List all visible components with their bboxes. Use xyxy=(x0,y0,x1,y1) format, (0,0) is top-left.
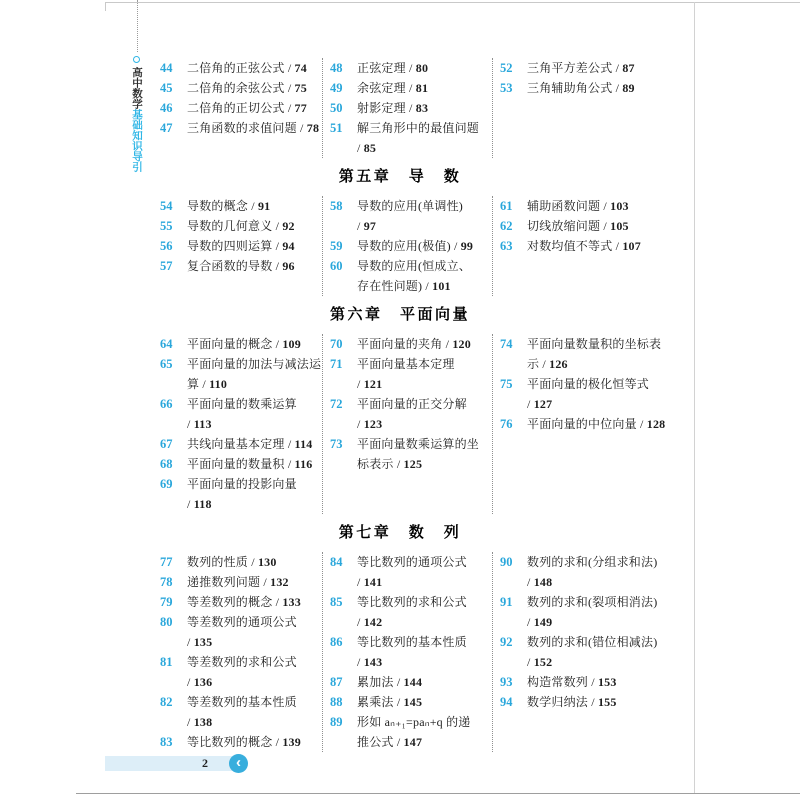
entry-number: 90 xyxy=(500,555,513,569)
entry-page-ref: / 109 xyxy=(275,337,301,351)
page-number: 2 xyxy=(202,756,208,770)
toc-content xyxy=(105,58,695,752)
entry-page-ref: / 120 xyxy=(445,337,471,351)
entry-page-number: 116 xyxy=(294,457,313,471)
entry-number: 73 xyxy=(330,437,343,451)
entry-page-number: 107 xyxy=(622,239,641,253)
top-rule-corner xyxy=(105,2,106,11)
toc-entry xyxy=(330,196,480,236)
toc-entry xyxy=(500,672,667,692)
toc-entry xyxy=(500,592,667,632)
entry-title: 数列的求和(分组求和法) / 148 xyxy=(527,555,658,589)
entry-title: 共线向量基本定理 / 114 xyxy=(187,437,313,451)
chapter-header: 第五章 导 数 xyxy=(338,168,462,185)
entry-number: 58 xyxy=(330,199,343,213)
entry-page-number: 75 xyxy=(294,81,307,95)
entry-title: 平面向量的极化恒等式 / 127 xyxy=(527,377,650,411)
entry-title: 递推数列问题 / 132 xyxy=(187,575,289,589)
entry-page-ref: / 113 xyxy=(187,417,212,431)
entry-page-ref: / 99 xyxy=(454,239,474,253)
toc-entry xyxy=(500,414,667,434)
entry-title: 平面向量的夹角 / 120 xyxy=(357,337,471,351)
back-chevron-button[interactable] xyxy=(229,754,248,773)
entry-page-number: 120 xyxy=(452,337,471,351)
toc-entry xyxy=(160,732,322,752)
toc-entry xyxy=(330,592,480,632)
entry-title: 解三角形中的最值问题 / 85 xyxy=(357,121,480,155)
entry-title: 导数的几何意义 / 92 xyxy=(187,219,295,233)
entry-title: 导数的四则运算 / 94 xyxy=(187,239,295,253)
entry-page-number: 135 xyxy=(193,635,213,649)
toc-entry xyxy=(500,58,667,78)
toc-entry xyxy=(500,196,667,216)
entry-page-number: 80 xyxy=(415,61,429,75)
entry-page-number: 143 xyxy=(363,655,383,669)
toc-column xyxy=(105,552,322,752)
toc-column xyxy=(322,334,492,514)
entry-number: 60 xyxy=(330,259,343,273)
entry-number: 72 xyxy=(330,397,343,411)
toc-entry xyxy=(160,474,322,514)
entry-number: 45 xyxy=(160,81,173,95)
entry-page-ref: / 85 xyxy=(357,141,377,155)
entry-number: 56 xyxy=(160,239,173,253)
toc-entry xyxy=(500,216,667,236)
entry-page-ref: / 75 xyxy=(287,81,307,95)
entry-page-ref: / 92 xyxy=(275,219,295,233)
entry-page-number: 114 xyxy=(294,437,313,451)
entry-number: 82 xyxy=(160,695,173,709)
entry-page-number: 133 xyxy=(282,595,301,609)
entry-title: 辅助函数问题 / 103 xyxy=(527,199,629,213)
entry-page-ref: / 116 xyxy=(287,457,313,471)
toc-entry xyxy=(160,354,322,394)
entry-number: 76 xyxy=(500,417,513,431)
toc-entry xyxy=(160,236,322,256)
entry-page-ref: / 141 xyxy=(357,575,383,589)
entry-page-ref: / 123 xyxy=(357,417,383,431)
toc-section xyxy=(105,58,695,158)
toc-entry xyxy=(330,354,480,394)
entry-page-number: 148 xyxy=(533,575,553,589)
toc-column xyxy=(322,552,492,752)
entry-number: 69 xyxy=(160,477,173,491)
entry-number: 61 xyxy=(500,199,513,213)
entry-title: 平面向量的概念 / 109 xyxy=(187,337,301,351)
entry-title: 平面向量的数乘运算 / 113 xyxy=(187,397,297,431)
entry-page-ref: / 83 xyxy=(409,101,429,115)
entry-page-number: 97 xyxy=(363,219,377,233)
toc-entry xyxy=(330,236,480,256)
entry-number: 68 xyxy=(160,457,173,471)
entry-page-ref: / 132 xyxy=(263,575,289,589)
entry-title: 二倍角的正切公式 / 77 xyxy=(187,101,307,115)
entry-title: 平面向量基本定理 / 121 xyxy=(357,357,455,391)
entry-page-number: 152 xyxy=(533,655,553,669)
entry-page-ref: / 118 xyxy=(187,497,212,511)
entry-page-ref: / 97 xyxy=(357,219,377,233)
toc-entry xyxy=(160,196,322,216)
entry-page-ref: / 74 xyxy=(287,61,307,75)
entry-title: 等差数列的求和公式 / 136 xyxy=(187,655,297,689)
entry-title: 等差数列的基本性质 / 138 xyxy=(187,695,297,729)
entry-number: 47 xyxy=(160,121,173,135)
entry-page-ref: / 136 xyxy=(187,675,213,689)
chapter-header: 第六章 平面向量 xyxy=(329,306,470,323)
entry-title: 导数的应用(极值) / 99 xyxy=(357,239,474,253)
toc-entry xyxy=(330,632,480,672)
entry-page-ref: / 107 xyxy=(615,239,641,253)
toc-entry xyxy=(330,672,480,692)
toc-entry xyxy=(500,334,667,374)
entry-page-number: 110 xyxy=(209,377,228,391)
sidebar-title-sub: 基础知识导引 xyxy=(131,109,142,172)
entry-page-ref: / 149 xyxy=(527,615,553,629)
entry-number: 44 xyxy=(160,61,173,75)
entry-title: 三角函数的求值问题 / 78 xyxy=(187,121,320,135)
toc-entry xyxy=(160,434,322,454)
toc-entry xyxy=(160,692,322,732)
entry-number: 78 xyxy=(160,575,173,589)
toc-entry xyxy=(500,78,667,98)
toc-entry xyxy=(160,454,322,474)
entry-page-ref: / 94 xyxy=(275,239,295,253)
toc-entry xyxy=(160,552,322,572)
entry-page-ref: / 147 xyxy=(396,735,423,749)
entry-page-number: 145 xyxy=(403,695,423,709)
toc-entry xyxy=(330,334,480,354)
toc-entry xyxy=(330,256,480,296)
entry-number: 49 xyxy=(330,81,343,95)
toc-entry xyxy=(330,394,480,434)
entry-page-number: 109 xyxy=(282,337,301,351)
entry-page-number: 149 xyxy=(533,615,553,629)
entry-number: 85 xyxy=(330,595,343,609)
entry-page-number: 77 xyxy=(294,101,307,115)
entry-number: 93 xyxy=(500,675,513,689)
entry-page-ref: / 143 xyxy=(357,655,383,669)
toc-entry xyxy=(330,712,480,752)
entry-page-ref: / 87 xyxy=(615,61,635,75)
entry-page-number: 132 xyxy=(270,575,289,589)
toc-entry xyxy=(160,256,322,276)
entry-title: 二倍角的余弦公式 / 75 xyxy=(187,81,307,95)
toc-entry xyxy=(160,98,322,118)
entry-page-number: 81 xyxy=(415,81,429,95)
entry-page-number: 103 xyxy=(610,199,629,213)
entry-page-ref: / 130 xyxy=(251,555,277,569)
entry-number: 66 xyxy=(160,397,173,411)
entry-title: 平面向量的加法与减法运算 / 110 xyxy=(187,357,322,391)
chevron-left-icon: ‹ xyxy=(236,754,241,771)
entry-title: 复合函数的导数 / 96 xyxy=(187,259,295,273)
entry-number: 81 xyxy=(160,655,173,669)
entry-number: 83 xyxy=(160,735,173,749)
toc-entry xyxy=(330,434,480,474)
entry-page-number: 118 xyxy=(193,497,212,511)
sidebar-title-main: 高中数学 xyxy=(131,67,142,109)
entry-title: 三角平方差公式 / 87 xyxy=(527,61,635,75)
entry-number: 46 xyxy=(160,101,173,115)
entry-page-number: 141 xyxy=(363,575,383,589)
entry-title: 形如 aₙ₊₁=paₙ+q 的递推公式 / 147 xyxy=(357,715,471,749)
toc-entry xyxy=(330,118,480,158)
entry-number: 94 xyxy=(500,695,513,709)
toc-entry xyxy=(160,592,322,612)
entry-page-number: 94 xyxy=(282,239,295,253)
entry-page-ref: / 126 xyxy=(542,357,568,371)
entry-page-ref: / 133 xyxy=(275,595,301,609)
chapter-header: 第七章 数 列 xyxy=(338,524,462,541)
toc-column xyxy=(322,58,492,158)
entry-page-number: 99 xyxy=(460,239,474,253)
toc-entry xyxy=(500,632,667,672)
entry-title: 等比数列的基本性质 / 143 xyxy=(357,635,467,669)
entry-title: 导数的应用(恒成立、存在性问题) / 101 xyxy=(357,259,471,293)
entry-page-number: 113 xyxy=(193,417,212,431)
entry-number: 86 xyxy=(330,635,343,649)
entry-page-number: 128 xyxy=(646,417,666,431)
entry-number: 89 xyxy=(330,715,343,729)
entry-title: 累乘法 / 145 xyxy=(357,695,423,709)
entry-page-number: 92 xyxy=(282,219,295,233)
toc-column xyxy=(492,58,695,158)
toc-entry xyxy=(330,58,480,78)
entry-page-ref: / 139 xyxy=(275,735,301,749)
entry-number: 54 xyxy=(160,199,173,213)
toc-entry xyxy=(160,78,322,98)
entry-title: 平面向量数量积的坐标表示 / 126 xyxy=(527,337,662,371)
entry-title: 平面向量的中位向量 / 128 xyxy=(527,417,666,431)
entry-title: 数列的性质 / 130 xyxy=(187,555,277,569)
entry-page-ref: / 78 xyxy=(300,121,320,135)
entry-page-number: 139 xyxy=(282,735,301,749)
entry-number: 63 xyxy=(500,239,513,253)
entry-page-ref: / 145 xyxy=(396,695,423,709)
bottom-edge-line xyxy=(76,793,800,794)
entry-page-number: 121 xyxy=(363,377,383,391)
toc-section xyxy=(105,522,695,752)
toc-entry xyxy=(500,692,667,712)
entry-number: 91 xyxy=(500,595,513,609)
entry-title: 余弦定理 / 81 xyxy=(357,81,429,95)
entry-title: 对数均值不等式 / 107 xyxy=(527,239,641,253)
entry-title: 等比数列的求和公式 / 142 xyxy=(357,595,467,629)
toc-column xyxy=(492,334,695,514)
entry-title: 构造常数列 / 153 xyxy=(527,675,617,689)
sidebar-dotted-line xyxy=(137,0,138,52)
entry-title: 平面向量数乘运算的坐标表示 / 125 xyxy=(357,437,480,471)
entry-title: 数学归纳法 / 155 xyxy=(527,695,617,709)
toc-entry xyxy=(330,78,480,98)
entry-title: 二倍角的正弦公式 / 74 xyxy=(187,61,307,75)
toc-entry xyxy=(160,58,322,78)
toc-column xyxy=(492,196,695,296)
entry-page-number: 153 xyxy=(597,675,617,689)
entry-number: 57 xyxy=(160,259,173,273)
entry-number: 55 xyxy=(160,219,173,233)
entry-page-number: 85 xyxy=(363,141,377,155)
entry-page-ref: / 103 xyxy=(603,199,629,213)
entry-number: 71 xyxy=(330,357,343,371)
toc-entry xyxy=(160,118,322,138)
entry-page-number: 87 xyxy=(622,61,635,75)
entry-page-number: 136 xyxy=(193,675,213,689)
entry-title: 导数的应用(单调性) / 97 xyxy=(357,199,463,233)
entry-number: 88 xyxy=(330,695,343,709)
entry-number: 77 xyxy=(160,555,173,569)
toc-entry xyxy=(330,692,480,712)
entry-page-number: 78 xyxy=(306,121,320,135)
toc-column xyxy=(105,196,322,296)
toc-column xyxy=(492,552,695,752)
entry-number: 53 xyxy=(500,81,513,95)
entry-page-number: 83 xyxy=(415,101,429,115)
toc-section xyxy=(105,166,695,296)
toc-entry xyxy=(500,374,667,414)
entry-page-number: 74 xyxy=(294,61,307,75)
entry-page-ref: / 135 xyxy=(187,635,213,649)
entry-page-number: 89 xyxy=(622,81,635,95)
entry-page-ref: / 89 xyxy=(615,81,635,95)
entry-page-ref: / 155 xyxy=(591,695,617,709)
entry-page-ref: / 138 xyxy=(187,715,213,729)
entry-page-ref: / 101 xyxy=(425,279,451,293)
entry-page-ref: / 121 xyxy=(357,377,383,391)
toc-column xyxy=(105,58,322,158)
page-number-bar xyxy=(105,756,232,771)
entry-title: 数列的求和(裂项相消法) / 149 xyxy=(527,595,658,629)
entry-title: 正弦定理 / 80 xyxy=(357,61,429,75)
toc-entry xyxy=(160,612,322,652)
entry-page-number: 147 xyxy=(403,735,423,749)
toc-entry xyxy=(160,394,322,434)
entry-page-number: 91 xyxy=(257,199,271,213)
entry-page-ref: / 142 xyxy=(357,615,383,629)
entry-page-ref: / 96 xyxy=(275,259,295,273)
entry-number: 48 xyxy=(330,61,343,75)
entry-page-number: 144 xyxy=(403,675,423,689)
entry-page-number: 130 xyxy=(257,555,277,569)
toc-entry xyxy=(330,98,480,118)
entry-number: 75 xyxy=(500,377,513,391)
toc-entry xyxy=(160,652,322,692)
entry-number: 92 xyxy=(500,635,513,649)
entry-number: 65 xyxy=(160,357,173,371)
entry-number: 67 xyxy=(160,437,173,451)
entry-number: 84 xyxy=(330,555,343,569)
entry-page-ref: / 105 xyxy=(603,219,629,233)
entry-number: 62 xyxy=(500,219,513,233)
entry-page-number: 123 xyxy=(363,417,383,431)
entry-title: 射影定理 / 83 xyxy=(357,101,429,115)
entry-number: 59 xyxy=(330,239,343,253)
toc-entry xyxy=(160,572,322,592)
toc-section xyxy=(105,304,695,514)
entry-title: 等比数列的概念 / 139 xyxy=(187,735,301,749)
entry-number: 70 xyxy=(330,337,343,351)
entry-page-ref: / 80 xyxy=(409,61,429,75)
entry-title: 等差数列的通项公式 / 135 xyxy=(187,615,297,649)
entry-page-number: 142 xyxy=(363,615,383,629)
toc-column xyxy=(105,334,322,514)
toc-entry xyxy=(160,216,322,236)
entry-title: 平面向量的正交分解 / 123 xyxy=(357,397,467,431)
entry-page-ref: / 127 xyxy=(527,397,553,411)
entry-title: 三角辅助角公式 / 89 xyxy=(527,81,635,95)
entry-page-ref: / 128 xyxy=(640,417,666,431)
entry-number: 64 xyxy=(160,337,173,351)
entry-page-ref: / 110 xyxy=(202,377,228,391)
entry-page-number: 105 xyxy=(610,219,629,233)
entry-number: 51 xyxy=(330,121,343,135)
entry-number: 80 xyxy=(160,615,173,629)
top-rule-line xyxy=(105,2,800,3)
entry-page-number: 155 xyxy=(597,695,617,709)
entry-number: 87 xyxy=(330,675,343,689)
entry-title: 平面向量的数量积 / 116 xyxy=(187,457,313,471)
entry-page-ref: / 114 xyxy=(287,437,313,451)
entry-page-ref: / 77 xyxy=(287,101,307,115)
entry-number: 50 xyxy=(330,101,343,115)
entry-title: 导数的概念 / 91 xyxy=(187,199,271,213)
entry-title: 数列的求和(错位相减法) / 152 xyxy=(527,635,658,669)
entry-title: 等差数列的概念 / 133 xyxy=(187,595,301,609)
entry-page-number: 96 xyxy=(282,259,295,273)
entry-page-ref: / 152 xyxy=(527,655,553,669)
toc-entry xyxy=(160,334,322,354)
entry-page-number: 125 xyxy=(403,457,423,471)
entry-title: 切线放缩问题 / 105 xyxy=(527,219,629,233)
entry-title: 平面向量的投影向量 / 118 xyxy=(187,477,297,511)
entry-page-ref: / 148 xyxy=(527,575,553,589)
entry-page-number: 126 xyxy=(549,357,568,371)
entry-page-number: 101 xyxy=(432,279,451,293)
entry-page-ref: / 153 xyxy=(591,675,617,689)
entry-page-ref: / 144 xyxy=(396,675,423,689)
entry-title: 等比数列的通项公式 / 141 xyxy=(357,555,467,589)
entry-page-ref: / 81 xyxy=(409,81,429,95)
toc-entry xyxy=(500,236,667,256)
entry-page-number: 127 xyxy=(533,397,553,411)
entry-title: 累加法 / 144 xyxy=(357,675,423,689)
entry-number: 74 xyxy=(500,337,513,351)
toc-entry xyxy=(500,552,667,592)
entry-number: 79 xyxy=(160,595,173,609)
entry-page-ref: / 91 xyxy=(251,199,271,213)
entry-page-number: 138 xyxy=(193,715,213,729)
entry-page-ref: / 125 xyxy=(396,457,423,471)
toc-column xyxy=(322,196,492,296)
entry-number: 52 xyxy=(500,61,513,75)
toc-entry xyxy=(330,552,480,592)
